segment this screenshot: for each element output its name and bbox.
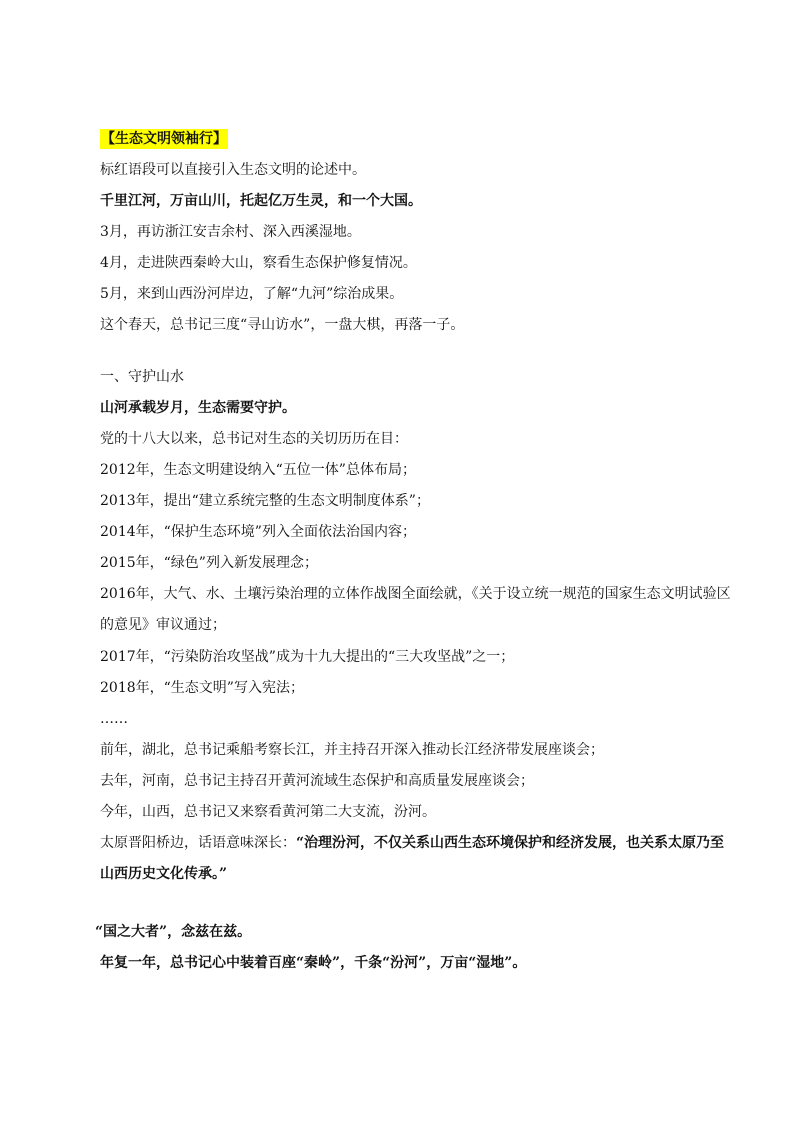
nianfu-text: 年复一年，总书记心中装着百座“秦岭”，千条“汾河”，万亩“湿地”。 <box>100 955 527 971</box>
year-2016-text: 2016年，大气、水、土壤污染治理的立体作战图全面绘就，《关于设立统一规范的国家生态文明试验区的意见》审议通过； <box>100 586 731 633</box>
april-text: 4月，走进陕西秦岭大山，察看生态保护修复情况。 <box>100 255 417 271</box>
guozhi-text: “国之大者”，念兹在兹。 <box>95 924 252 940</box>
qiannian-text: 前年，湖北，总书记乘船考察长江，并主持召开深入推动长江经济带发展座谈会； <box>100 742 604 758</box>
highlighted-tag: 【生态文明领袖行】 <box>101 131 227 147</box>
year-2012-text: 2012年，生态文明建设纳入“五位一体”总体布局； <box>100 462 416 478</box>
taiyuan-paragraph <box>90 828 735 890</box>
year-2014-text: 2014年，“保护生态环境”列入全面依法治国内容； <box>100 524 416 540</box>
document-body <box>95 129 731 984</box>
year-2017-text: 2017年，“污染防治攻坚战”成为十九大提出的“三大攻坚战”之一； <box>100 649 515 665</box>
spring-text: 这个春天，总书记三度“寻山访水”，一盘大棋，再落一子。 <box>100 317 465 333</box>
headline-text: 千里江河，万亩山川，托起亿万生灵，和一个大国。 <box>100 193 422 209</box>
section-intro-text: 党的十八大以来，总书记对生态的关切历历在目： <box>100 431 408 447</box>
taiyuan-plain-text: 太原晋阳桥边，话语意味深长： <box>100 835 296 851</box>
qunian-text: 去年，河南，总书记主持召开黄河流域生态保护和高质量发展座谈会； <box>100 773 534 789</box>
intro-text: 标红语段可以直接引入生态文明的论述中。 <box>100 162 366 178</box>
section-heading: 一、守护山水 <box>100 369 184 385</box>
section-tag-line <box>100 129 725 149</box>
march-text: 3月，再访浙江安吉余村、深入西溪湿地。 <box>100 224 361 240</box>
may-text: 5月，来到山西汾河岸边，了解“九河”综治成果。 <box>100 286 404 302</box>
jinnian-text: 今年，山西，总书记又来察看黄河第二大支流，汾河。 <box>100 804 436 820</box>
taiyuan-quote-text: “治理汾河，不仅关系山西生态环境保护和经济发展，也关系太原乃至山西历史文化传承。” <box>100 835 725 882</box>
year-2013-text: 2013年，提出“建立系统完整的生态文明制度体系”； <box>100 493 430 509</box>
year-2015-text: 2015年，“绿色”列入新发展理念； <box>100 555 318 571</box>
ellipsis-text: …… <box>100 711 128 727</box>
year-2018-text: 2018年，“生态文明”写入宪法； <box>100 680 304 696</box>
section-bold-text: 山河承载岁月，生态需要守护。 <box>100 400 296 416</box>
